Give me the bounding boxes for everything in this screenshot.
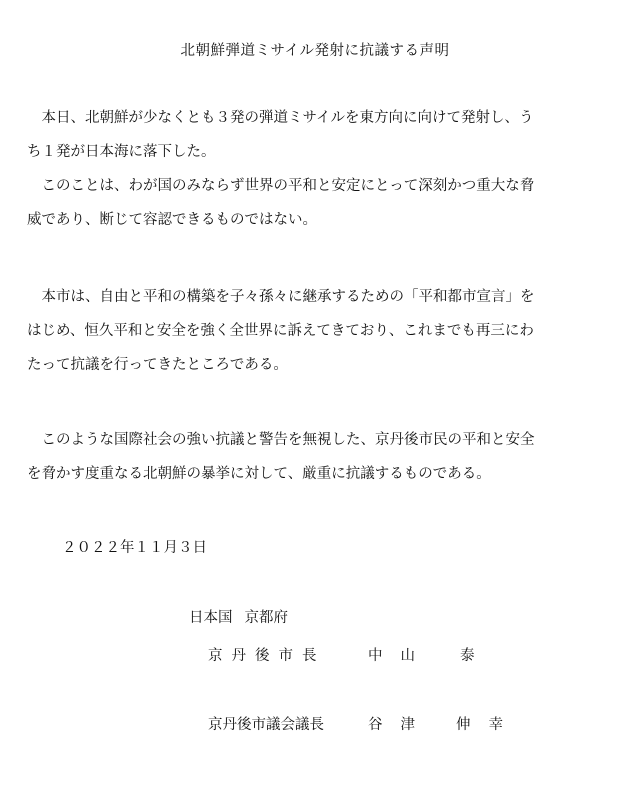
chair-title: 京丹後市議会議長: [208, 717, 324, 733]
paragraph-line: を脅かす度重なる北朝鮮の暴挙に対して、厳重に抗議するものである。: [27, 466, 491, 482]
paragraph-line: このことは、わが国のみならず世界の平和と安定にとって深刻かつ重大な脅: [27, 178, 535, 194]
signature-country: 日本国: [189, 610, 233, 626]
paragraph-line: 威であり、断じて容認できるものではない。: [27, 212, 317, 228]
paragraph-line: 本日、北朝鮮が少なくとも３発の弾道ミサイルを東方向に向けて発射し、う: [27, 110, 534, 126]
statement-date: ２０２２年１１月３日: [62, 540, 207, 556]
mayor-family-name: 中山: [368, 648, 433, 664]
mayor-title: 京丹後市長: [208, 648, 326, 664]
document-title: 北朝鮮弾道ミサイル発射に抗議する声明: [180, 43, 450, 59]
mayor-given-name: 泰: [460, 648, 475, 664]
paragraph-line: たって抗議を行ってきたところである。: [27, 357, 288, 373]
paragraph-line: はじめ、恒久平和と安全を強く全世界に訴えてきており、これまでも再三にわ: [27, 323, 534, 339]
paragraph-2: [27, 169, 607, 237]
chair-given-name: 伸幸: [456, 717, 521, 733]
paragraph-line: 本市は、自由と平和の構築を子々孫々に継承するための「平和都市宣言」を: [27, 289, 535, 305]
signature-prefecture: 京都府: [244, 610, 288, 626]
paragraph-line: このような国際社会の強い抗議と警告を無視した、京丹後市民の平和と安全: [27, 432, 535, 448]
paragraph-1: [27, 101, 607, 169]
paragraph-4: [27, 423, 607, 491]
paragraph-3: [27, 280, 607, 382]
chair-family-name: 谷津: [368, 717, 433, 733]
signature-organization: [189, 606, 288, 627]
paragraph-line: ち１発が日本海に落下した。: [27, 144, 216, 160]
